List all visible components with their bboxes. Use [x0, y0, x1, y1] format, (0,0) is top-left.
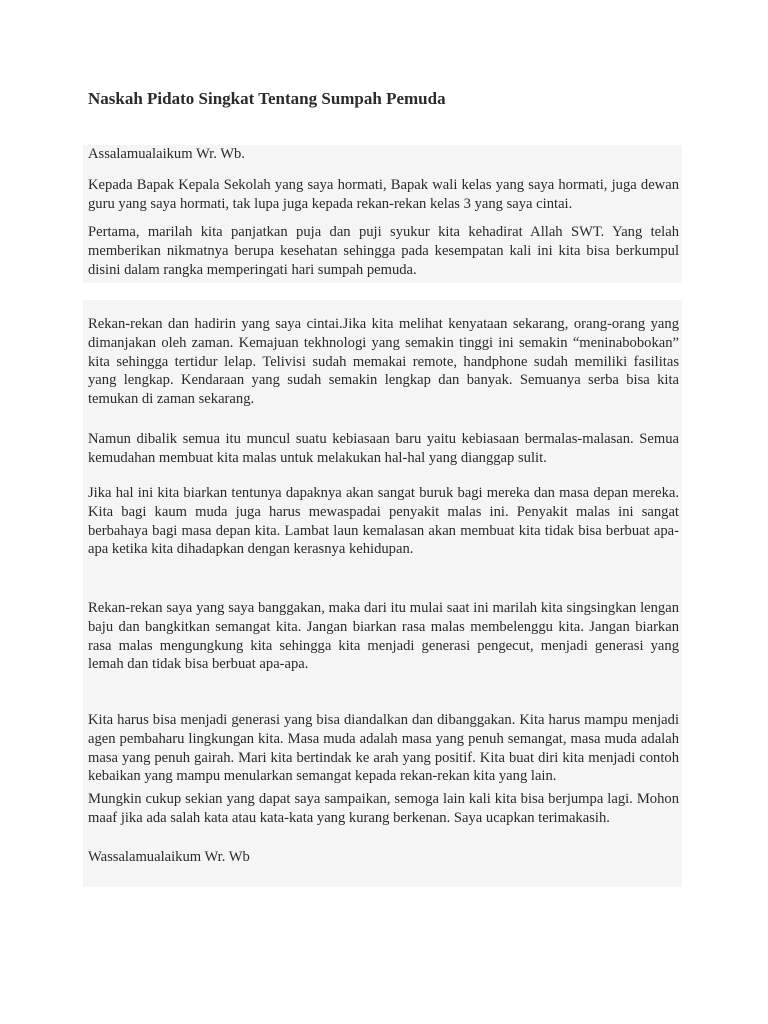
closing-paragraph: Mungkin cukup sekian yang dapat saya sampaikan, semoga lain kali kita bisa berjumpa lagi. Mohon maaf jika ada salah kata atau kata-kata yang kurang berkenan. Saya ucapkan terimakasih.	[88, 791, 679, 826]
opening-paragraph: Pertama, marilah kita panjatkan puja dan puji syukur kita kehadirat Allah SWT. Yang telah memberikan nikmatnya berupa kesehatan sehingga pada kesempatan kali ini kita bisa berkumpul disini dalam rangka memperingati hari sumpah pemuda.	[88, 224, 679, 278]
farewell-paragraph: Wassalamualaikum Wr. Wb	[88, 849, 250, 865]
body-paragraph: Jika hal ini kita biarkan tentunya dapaknya akan sangat buruk bagi mereka dan masa depan mereka. Kita bagi kaum muda juga harus mewaspadai penyakit malas ini. Penyakit malas ini sangat berbahaya bagi masa depan kita. Lambat laun kemalasan akan membuat kita tidak bisa berbuat apa-apa ketika kita dihadapkan dengan kerasnya kehidupan.	[88, 485, 679, 558]
body-paragraph: Kita harus bisa menjadi generasi yang bisa diandalkan dan dibanggakan. Kita harus mampu menjadi agen pembaharu lingkungan kita. Masa muda adalah masa yang penuh semangat, masa muda adalah masa yang penuh gairah. Mari kita bertindak ke arah yang positif. Kita buat diri kita menjadi contoh kebaikan yang mampu menularkan semangat kepada rekan-rekan kita yang lain.	[88, 712, 679, 785]
body-paragraph: Rekan-rekan saya yang saya banggakan, maka dari itu mulai saat ini marilah kita singsingkan lengan baju dan bangkitkan semangat kita. Jangan biarkan rasa malas membelenggu kita. Jangan biarkan rasa malas mengungkung kita sehingga kita menjadi generasi pengecut, menjadi generasi yang lemah dan tidak bisa berbuat apa-apa.	[88, 600, 679, 673]
document-title: Naskah Pidato Singkat Tentang Sumpah Pemuda	[88, 89, 446, 108]
body-paragraph: Namun dibalik semua itu muncul suatu kebiasaan baru yaitu kebiasaan bermalas-malasan. Semua kemudahan membuat kita malas untuk melakukan hal-hal yang dianggap sulit.	[88, 431, 679, 466]
greeting-paragraph: Assalamualaikum Wr. Wb.	[88, 146, 245, 162]
body-paragraph: Rekan-rekan dan hadirin yang saya cintai.Jika kita melihat kenyataan sekarang, orang-orang yang dimanjakan oleh zaman. Kemajuan tekhnologi yang semakin tinggi ini semakin “meninabobokan” kita sehingga tertidur lelap. Telivisi sudah memakai remote, handphone sudah memiliki fasilitas yang lengkap. Kendaraan yang sudah semakin lengkap dan banyak. Semuanya serba bisa kita temukan di zaman sekarang.	[88, 316, 679, 408]
salutation-paragraph: Kepada Bapak Kepala Sekolah yang saya hormati, Bapak wali kelas yang saya hormati, juga dewan guru yang saya hormati, tak lupa juga kepada rekan-rekan kelas 3 yang saya cintai.	[88, 177, 679, 212]
